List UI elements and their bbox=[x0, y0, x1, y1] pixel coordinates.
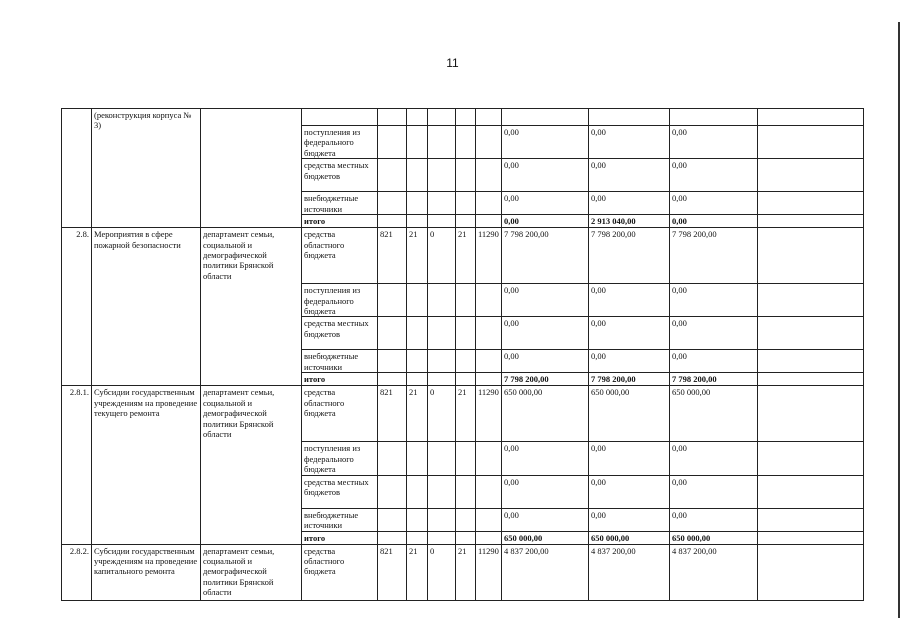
amount-cell: 0,00 bbox=[589, 350, 670, 373]
amount-cell: 0,00 bbox=[589, 508, 670, 531]
amount-cell: 0,00 bbox=[589, 284, 670, 317]
total-amount-cell: 7 798 200,00 bbox=[670, 373, 758, 386]
code-cell: 21 bbox=[456, 228, 476, 284]
code-cell: 11290 bbox=[476, 386, 502, 442]
total-amount-cell: 650 000,00 bbox=[589, 531, 670, 544]
total-label-cell: итого bbox=[302, 531, 378, 544]
code-cell: 0 bbox=[428, 386, 456, 442]
amount-cell: 0,00 bbox=[670, 126, 758, 159]
amount-cell: 0,00 bbox=[589, 475, 670, 508]
amount-cell: 4 837 200,00 bbox=[670, 544, 758, 600]
amount-cell: 0,00 bbox=[670, 192, 758, 215]
total-label-cell: итого bbox=[302, 215, 378, 228]
code-cell: 21 bbox=[407, 228, 428, 284]
amount-cell: 0,00 bbox=[670, 475, 758, 508]
table-row bbox=[62, 386, 864, 442]
table-row bbox=[62, 228, 864, 284]
amount-cell: 0,00 bbox=[502, 192, 589, 215]
row-number-cell: 2.8.1. bbox=[62, 386, 92, 544]
funding-source-cell: средства местных бюджетов bbox=[302, 317, 378, 350]
amount-cell: 0,00 bbox=[670, 284, 758, 317]
measure-name-cell: Субсидии государственным учреждениям на проведение капитального ремонта bbox=[92, 544, 201, 600]
amount-cell: 0,00 bbox=[502, 284, 589, 317]
amount-cell: 0,00 bbox=[589, 442, 670, 475]
amount-cell: 0,00 bbox=[670, 350, 758, 373]
row-number-cell: 2.8. bbox=[62, 228, 92, 386]
code-cell: 821 bbox=[378, 544, 407, 600]
amount-cell: 650 000,00 bbox=[589, 386, 670, 442]
amount-cell: 0,00 bbox=[670, 508, 758, 531]
amount-cell: 0,00 bbox=[502, 350, 589, 373]
amount-cell: 650 000,00 bbox=[502, 386, 589, 442]
budget-table bbox=[61, 108, 864, 601]
total-amount-cell: 0,00 bbox=[502, 215, 589, 228]
code-cell: 11290 bbox=[476, 544, 502, 600]
code-cell: 11290 bbox=[476, 228, 502, 284]
funding-source-cell: средства местных бюджетов bbox=[302, 475, 378, 508]
amount-cell: 0,00 bbox=[589, 317, 670, 350]
code-cell: 821 bbox=[378, 386, 407, 442]
funding-source-cell: поступления из федерального бюджета bbox=[302, 126, 378, 159]
total-amount-cell: 0,00 bbox=[670, 215, 758, 228]
code-cell: 21 bbox=[456, 544, 476, 600]
amount-cell: 0,00 bbox=[670, 159, 758, 192]
amount-cell: 7 798 200,00 bbox=[670, 228, 758, 284]
funding-source-cell: поступления из федерального бюджета bbox=[302, 284, 378, 317]
funding-source-cell: средства областного бюджета bbox=[302, 386, 378, 442]
code-cell: 21 bbox=[407, 544, 428, 600]
amount-cell: 4 837 200,00 bbox=[502, 544, 589, 600]
code-cell: 821 bbox=[378, 228, 407, 284]
executor-cell: департамент семьи, социальной и демографической политики Брянской области bbox=[201, 386, 302, 544]
code-cell: 0 bbox=[428, 544, 456, 600]
total-amount-cell: 650 000,00 bbox=[670, 531, 758, 544]
code-cell: 21 bbox=[456, 386, 476, 442]
scan-edge-line bbox=[898, 22, 900, 618]
executor-cell: департамент семьи, социальной и демографической политики Брянской области bbox=[201, 544, 302, 600]
amount-cell: 0,00 bbox=[502, 508, 589, 531]
amount-cell: 0,00 bbox=[502, 159, 589, 192]
amount-cell: 650 000,00 bbox=[670, 386, 758, 442]
amount-cell: 0,00 bbox=[589, 126, 670, 159]
code-cell: 21 bbox=[407, 386, 428, 442]
executor-cell bbox=[201, 109, 302, 228]
total-amount-cell: 650 000,00 bbox=[502, 531, 589, 544]
amount-cell: 0,00 bbox=[502, 317, 589, 350]
measure-name-cell: Субсидии государственным учреждениям на проведение текущего ремонта bbox=[92, 386, 201, 544]
total-amount-cell: 7 798 200,00 bbox=[502, 373, 589, 386]
code-cell: 0 bbox=[428, 228, 456, 284]
total-amount-cell: 7 798 200,00 bbox=[589, 373, 670, 386]
measure-name-cell: Мероприятия в сфере пожарной безопасности bbox=[92, 228, 201, 386]
funding-source-cell: средства областного бюджета bbox=[302, 228, 378, 284]
page-number: 11 bbox=[446, 56, 459, 70]
funding-source-cell: средства местных бюджетов bbox=[302, 159, 378, 192]
row-number-cell: 2.8.2. bbox=[62, 544, 92, 600]
amount-cell: 7 798 200,00 bbox=[502, 228, 589, 284]
funding-source-cell: средства областного бюджета bbox=[302, 544, 378, 600]
amount-cell: 7 798 200,00 bbox=[589, 228, 670, 284]
executor-cell: департамент семьи, социальной и демографической политики Брянской области bbox=[201, 228, 302, 386]
amount-cell: 0,00 bbox=[670, 442, 758, 475]
funding-source-cell: внебюджетные источники bbox=[302, 508, 378, 531]
total-amount-cell: 2 913 040,00 bbox=[589, 215, 670, 228]
row-number-cell bbox=[62, 109, 92, 228]
amount-cell: 0,00 bbox=[589, 159, 670, 192]
funding-source-cell: поступления из федерального бюджета bbox=[302, 442, 378, 475]
amount-cell: 4 837 200,00 bbox=[589, 544, 670, 600]
amount-cell: 0,00 bbox=[670, 317, 758, 350]
amount-cell: 0,00 bbox=[502, 475, 589, 508]
funding-source-cell: внебюджетные источники bbox=[302, 192, 378, 215]
amount-cell: 0,00 bbox=[502, 126, 589, 159]
table-row bbox=[62, 109, 864, 126]
amount-cell: 0,00 bbox=[502, 442, 589, 475]
table-row bbox=[62, 544, 864, 600]
measure-name-cell: (реконструкция корпуса № 3) bbox=[92, 109, 201, 228]
total-label-cell: итого bbox=[302, 373, 378, 386]
funding-source-cell: внебюджетные источники bbox=[302, 350, 378, 373]
amount-cell: 0,00 bbox=[589, 192, 670, 215]
